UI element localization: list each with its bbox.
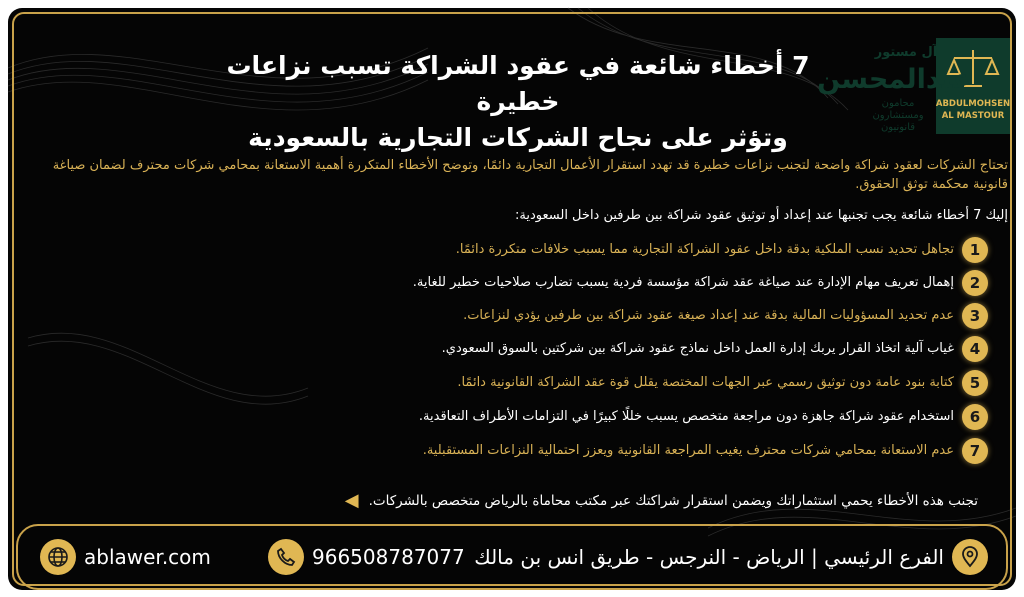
list-item-text: تجاهل تحديد نسب الملكية بدقة داخل عقود الشراكة التجارية مما يسبب خلافات متكررة دائمًا. xyxy=(455,242,954,257)
intro-paragraph: تحتاج الشركات لعقود شراكة واضحة لتجنب نزاعات خطيرة قد تهدد استقرار الأعمال التجارية دائمًا، وتوضح الأخطاء المتكررة أهمية الاستعانة بمحامي شركات محترف لضمان صياغة قانونية محكمة توثق الحقوق. xyxy=(52,158,1008,192)
address xyxy=(474,538,988,576)
svg-text:عبدالمحسن: عبدالمحسن xyxy=(817,64,971,95)
closing-text: تجنب هذه الأخطاء يحمي استثماراتك ويضمن استقرار شراكتك عبر مكتب محاماة بالرياض متخصص بالشركات. xyxy=(368,493,978,509)
arrow-left-icon: ◀ xyxy=(344,490,359,511)
svg-text:AL MASTOUR: AL MASTOUR xyxy=(941,111,1005,121)
phone-text: 966508787077 xyxy=(312,545,465,569)
number-badge: 7 xyxy=(962,438,988,464)
logo xyxy=(817,22,1016,142)
number-badge: 6 xyxy=(962,404,988,430)
list-item xyxy=(48,269,988,297)
website-text: ablawer.com xyxy=(84,545,211,569)
svg-text:قانونيون: قانونيون xyxy=(880,122,916,133)
phone-icon xyxy=(268,539,304,575)
number-badge: 3 xyxy=(962,303,988,329)
list-item-text: غياب آلية اتخاذ القرار يربك إدارة العمل داخل نماذج عقود شراكة بين شركتين بالسوق السعودي. xyxy=(441,341,954,356)
web-icon xyxy=(40,539,76,575)
list-item-text: عدم الاستعانة بمحامي شركات محترف يغيب المراجعة القانونية ويعزز احتمالية النزاعات المستقبلية. xyxy=(422,443,954,458)
page-title xyxy=(208,48,828,156)
list-item-text: كتابة بنود عامة دون توثيق رسمي عبر الجهات المختصة يقلل قوة عقد الشراكة القانونية دائمًا. xyxy=(457,375,954,390)
list-item xyxy=(48,437,988,465)
number-badge: 4 xyxy=(962,336,988,362)
contact-footer xyxy=(16,524,1008,590)
svg-text:آل مستور: آل مستور xyxy=(874,45,938,60)
phone-link[interactable] xyxy=(268,538,465,576)
svg-text:محامون: محامون xyxy=(881,98,915,109)
list-item xyxy=(48,302,988,330)
svg-text:ومستشارون: ومستشارون xyxy=(872,110,924,121)
infographic-card xyxy=(8,8,1016,590)
list-item-text: استخدام عقود شراكة جاهزة دون مراجعة متخصص يسبب خللًا كبيرًا في التزامات الأطراف التعاقدية. xyxy=(418,409,954,424)
closing-line xyxy=(168,490,978,512)
number-badge: 1 xyxy=(962,237,988,263)
address-text: الفرع الرئيسي | الرياض - النرجس - طريق انس بن مالك xyxy=(474,545,944,569)
number-badge: 5 xyxy=(962,370,988,396)
list-item-text: إهمال تعريف مهام الإدارة عند صياغة عقد شراكة مؤسسة فردية يسبب تضارب صلاحيات خطير للغاية. xyxy=(412,275,954,290)
title-line-1: 7 أخطاء شائعة في عقود الشراكة تسبب نزاعات خطيرة xyxy=(226,51,810,116)
svg-text:ABDULMOHSEN: ABDULMOHSEN xyxy=(935,99,1011,109)
list-item-text: عدم تحديد المسؤوليات المالية بدقة عند إعداد صيغة عقود شراكة بين طرفين يؤدي لنزاعات. xyxy=(463,308,954,323)
list-item xyxy=(48,403,988,431)
lead-sentence: إليك 7 أخطاء شائعة يجب تجنبها عند إعداد أو توثيق عقود شراكة بين طرفين داخل السعودية: xyxy=(515,208,1008,223)
title-line-2: وتؤثر على نجاح الشركات التجارية بالسعودية xyxy=(248,123,788,152)
list-item xyxy=(48,335,988,363)
list-item xyxy=(48,236,988,264)
list-item xyxy=(48,369,988,397)
location-pin-icon xyxy=(952,539,988,575)
number-badge: 2 xyxy=(962,270,988,296)
website-link[interactable] xyxy=(40,538,211,576)
